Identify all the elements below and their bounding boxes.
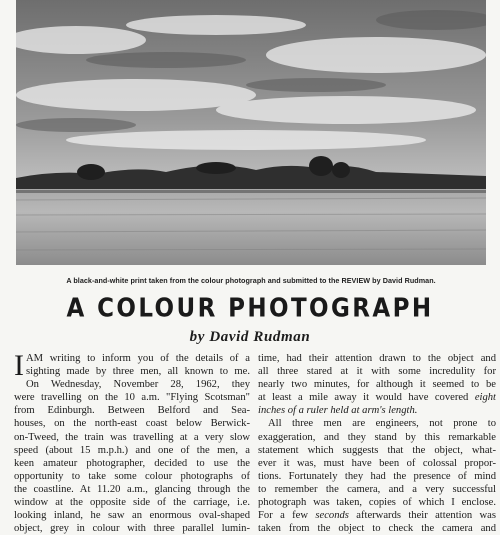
text-line: exaggeration, and they stand by this remarkable bbox=[258, 431, 496, 443]
text-line: photograph was taken, copies of which I enclose. bbox=[258, 497, 496, 509]
text-line: ever it was, must have been of colossal propor- bbox=[258, 457, 496, 469]
text-line: to remember the camera, and a very successful bbox=[258, 483, 496, 495]
article-title: A COLOUR PHOTOGRAPH bbox=[66, 294, 434, 324]
text-fragment: afterwards their attention was bbox=[356, 510, 496, 522]
emphasis-text: seconds bbox=[315, 510, 349, 522]
right-column bbox=[258, 352, 496, 535]
text-line: All three men are engineers, not prone to bbox=[268, 418, 496, 430]
text-line: all three stared at it with some incredulity for bbox=[258, 366, 496, 378]
text-line: from Edinburgh. Between Belford and Sea- bbox=[14, 405, 250, 417]
text-line: statement which suggests that the object, what- bbox=[258, 444, 496, 456]
right-column-paragraph-1 bbox=[258, 352, 496, 417]
left-column bbox=[14, 349, 250, 535]
text-line: speed (about 15 m.p.h.) and one of the men, a bbox=[14, 444, 250, 456]
text-line: on-Tweed, the train was travelling at a very slow bbox=[14, 431, 250, 443]
text-line bbox=[258, 404, 496, 417]
text-line: keen amateur photographer, decided to use the bbox=[14, 457, 250, 469]
text-line: time, had their attention drawn to the object and bbox=[258, 353, 496, 364]
text-fragment: For a few bbox=[258, 510, 309, 522]
text-line: AM writing to inform you of the details of a bbox=[26, 353, 250, 364]
landscape-photo-icon bbox=[16, 0, 486, 265]
text-line: taken from the object to check the camera and bbox=[258, 523, 496, 535]
article-byline: by David Rudman bbox=[189, 329, 311, 345]
right-column-paragraph-2 bbox=[258, 417, 496, 535]
text-line: sighting made by three men, all known to me. bbox=[26, 366, 250, 378]
text-line: window at the opposite side of the carriage, i.e. bbox=[14, 497, 250, 509]
text-fragment: at least a mile away it would have covered bbox=[258, 392, 469, 404]
text-line: looking inland, he saw an enormous oval-shaped bbox=[14, 510, 250, 522]
emphasis-text: eight bbox=[474, 392, 496, 404]
text-line bbox=[258, 391, 496, 404]
text-line: On Wednesday, November 28, 1962, they bbox=[26, 379, 250, 391]
text-line: opportunity to take some colour photographs of bbox=[14, 470, 250, 482]
emphasis-text: inches of a ruler held at arm's length. bbox=[258, 405, 418, 417]
text-line: nearly two minutes, for although it seemed to be bbox=[258, 379, 496, 391]
text-line: were travelling on the 10 a.m. "Flying Scotsman" bbox=[14, 392, 250, 404]
text-line: tions. Fortunately they had the presence of mind bbox=[258, 470, 496, 482]
left-column-paragraph bbox=[14, 349, 250, 535]
drop-cap: I bbox=[14, 349, 24, 382]
text-line: houses, on the north-east coast below Berwick- bbox=[14, 418, 250, 430]
photo-caption: A black-and-white print taken from the colour photograph and submitted to the REVIEW by David Rudman. bbox=[66, 276, 436, 285]
text-line: the coastline. At 11.20 a.m., glancing through the bbox=[14, 483, 250, 495]
text-line: object, grey in colour with three parallel lumin- bbox=[14, 523, 250, 535]
text-line bbox=[258, 509, 496, 522]
landscape-photograph bbox=[16, 0, 486, 265]
